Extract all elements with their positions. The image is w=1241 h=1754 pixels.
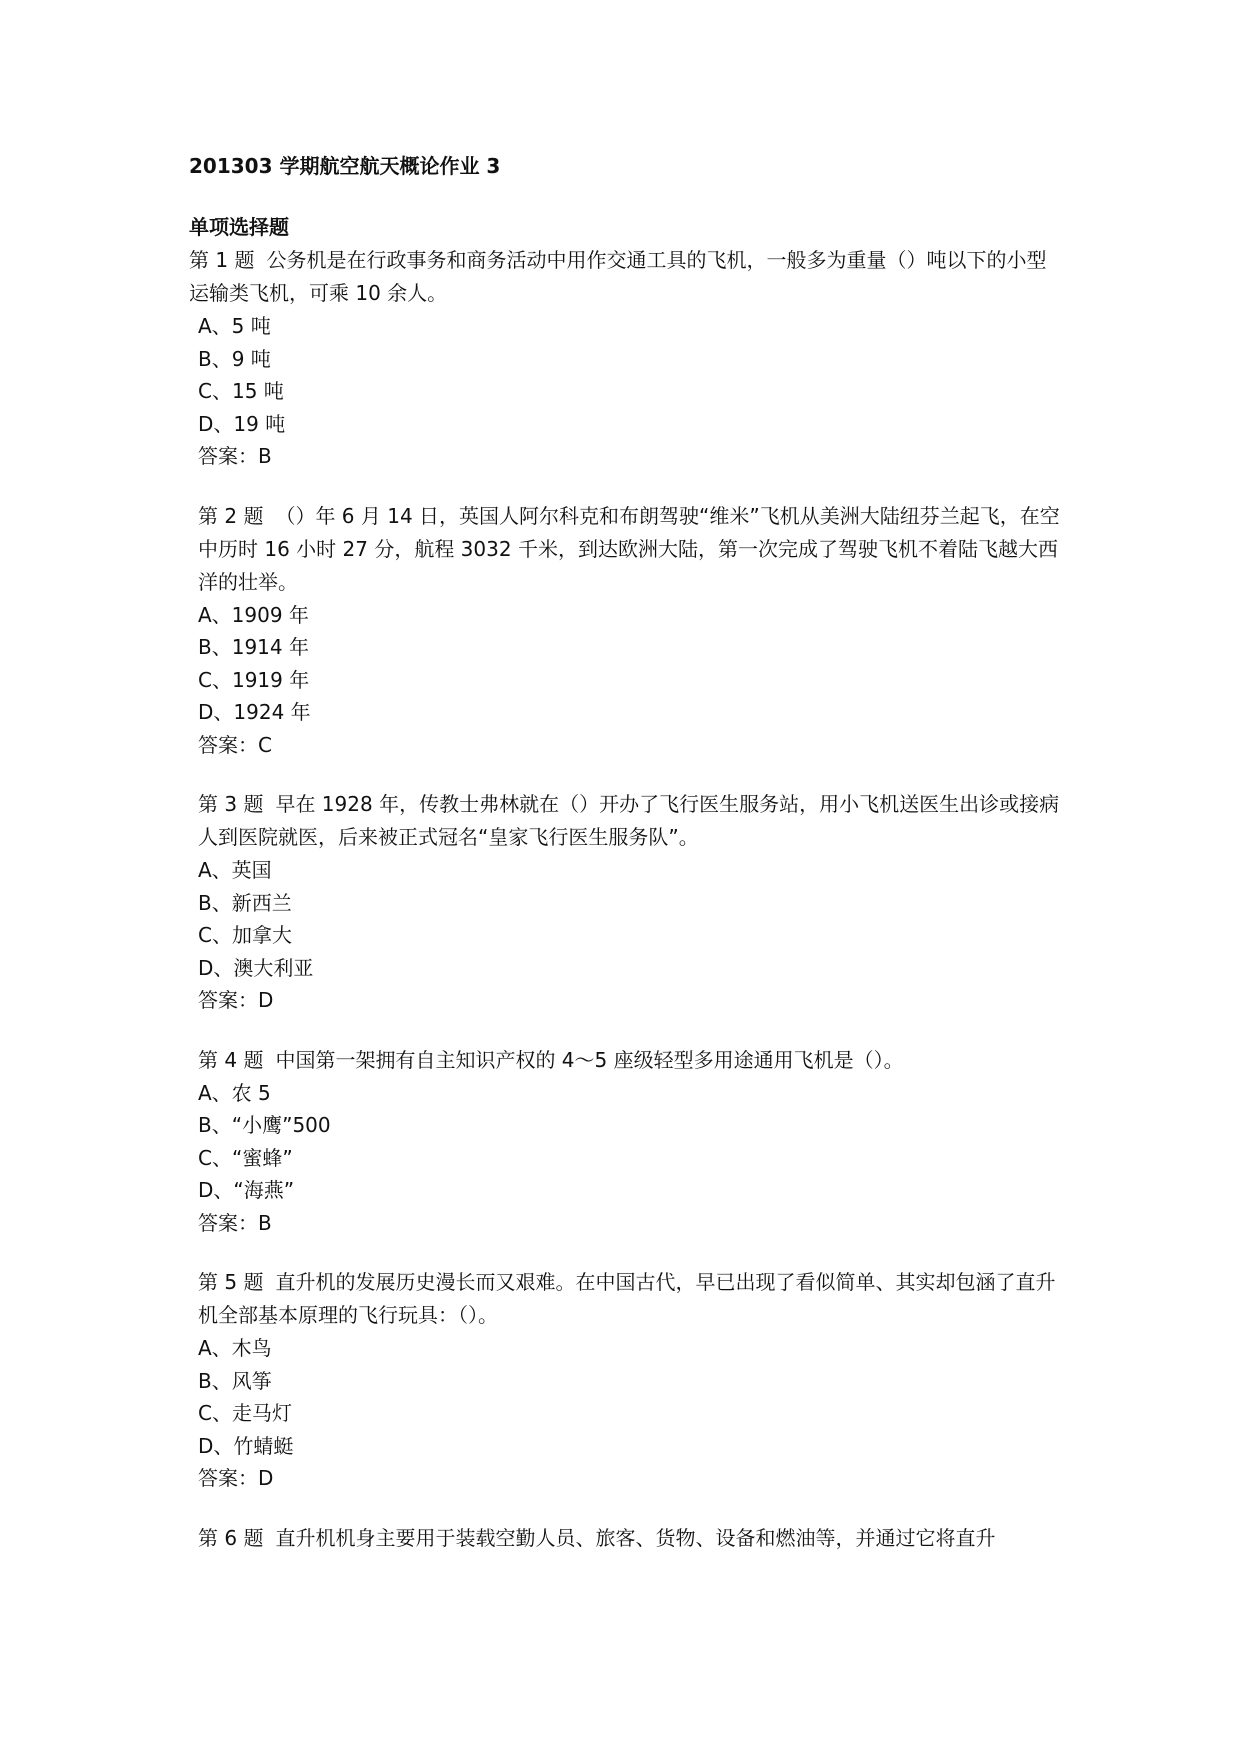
option-c: C、走马灯 [198,1401,292,1425]
question-body: 中国第一架拥有自主知识产权的 4～5 座级轻型多用途通用飞机是（）。 [275,1047,904,1072]
document-body [189,150,1063,1555]
question-text [189,1266,1063,1332]
option-b: B、1914 年 [198,635,309,659]
question-text [189,500,1063,599]
question-label: 第 2 题 [198,503,264,528]
option-a: A、英国 [198,858,272,882]
question-text [189,1522,1063,1555]
question-4 [189,1044,1063,1240]
answer-line: 答案：B [198,444,272,468]
option-c: C、1919 年 [198,667,310,692]
option-a: A、农 5 [198,1080,271,1105]
option-d: D、竹蜻蜓 [198,1433,294,1458]
option-a: A、木鸟 [198,1336,272,1360]
option-list [189,599,1063,729]
option-a: A、1909 年 [198,602,309,627]
answer-line: 答案：C [198,732,272,757]
question-body: 直升机的发展历史漫长而又艰难。在中国古代，早已出现了看似简单、其实却包涵了直升机全部基本原理的飞行玩具：（）。 [198,1270,1056,1327]
question-text [189,788,1063,854]
option-list [189,1332,1063,1462]
section-heading: 单项选择题 [189,215,289,239]
question-3 [189,788,1063,1017]
question-label: 第 4 题 [198,1047,264,1072]
option-d: D、1924 年 [198,700,311,724]
answer-line: 答案：D [198,1466,274,1490]
question-body: 公务机是在行政事务和商务活动中用作交通工具的飞机，一般多为重量（）吨以下的小型运输类飞机，可乘 10 余人。 [189,248,1047,305]
document-title: 201303 学期航空航天概论作业 3 [189,154,501,178]
option-c: C、15 吨 [198,379,284,403]
question-label: 第 1 题 [189,248,255,272]
question-6 [189,1522,1063,1555]
question-2 [189,500,1063,762]
option-b: B、新西兰 [198,890,292,915]
question-text [189,1044,1063,1077]
answer-line: 答案：B [198,1210,272,1235]
question-label: 第 5 题 [198,1270,264,1294]
question-body: 早在 1928 年，传教士弗林就在（）开办了飞行医生服务站，用小飞机送医生出诊或接病人到医院就医，后来被正式冠名“皇家飞行医生服务队”。 [198,792,1060,849]
question-body: （）年 6 月 14 日，英国人阿尔科克和布朗驾驶“维米”飞机从美洲大陆纽芬兰起飞，在空中历时 16 小时 27 分，航程 3032 千米，到达欧洲大陆，第一次完成了驾驶飞机不着陆飞越大西洋的壮举。 [198,503,1060,594]
question-5 [189,1266,1063,1495]
answer-line: 答案：D [198,988,274,1012]
option-b: B、风筝 [198,1368,272,1393]
question-1 [189,244,1063,473]
option-c: C、“蜜蜂” [198,1145,293,1170]
option-d: D、19 吨 [198,411,286,436]
question-body: 直升机机身主要用于装载空勤人员、旅客、货物、设备和燃油等，并通过它将直升 [275,1525,996,1550]
question-label: 第 3 题 [198,792,264,816]
option-b: B、9 吨 [198,346,271,371]
option-b: B、“小鹰”500 [198,1113,331,1137]
option-c: C、加拿大 [198,923,292,947]
option-d: D、“海燕” [198,1178,295,1202]
question-text [189,244,1063,310]
option-a: A、5 吨 [198,314,271,338]
option-list [189,1077,1063,1207]
question-label: 第 6 题 [198,1525,264,1550]
option-d: D、澳大利亚 [198,955,314,980]
option-list [189,854,1063,984]
option-list [189,310,1063,440]
